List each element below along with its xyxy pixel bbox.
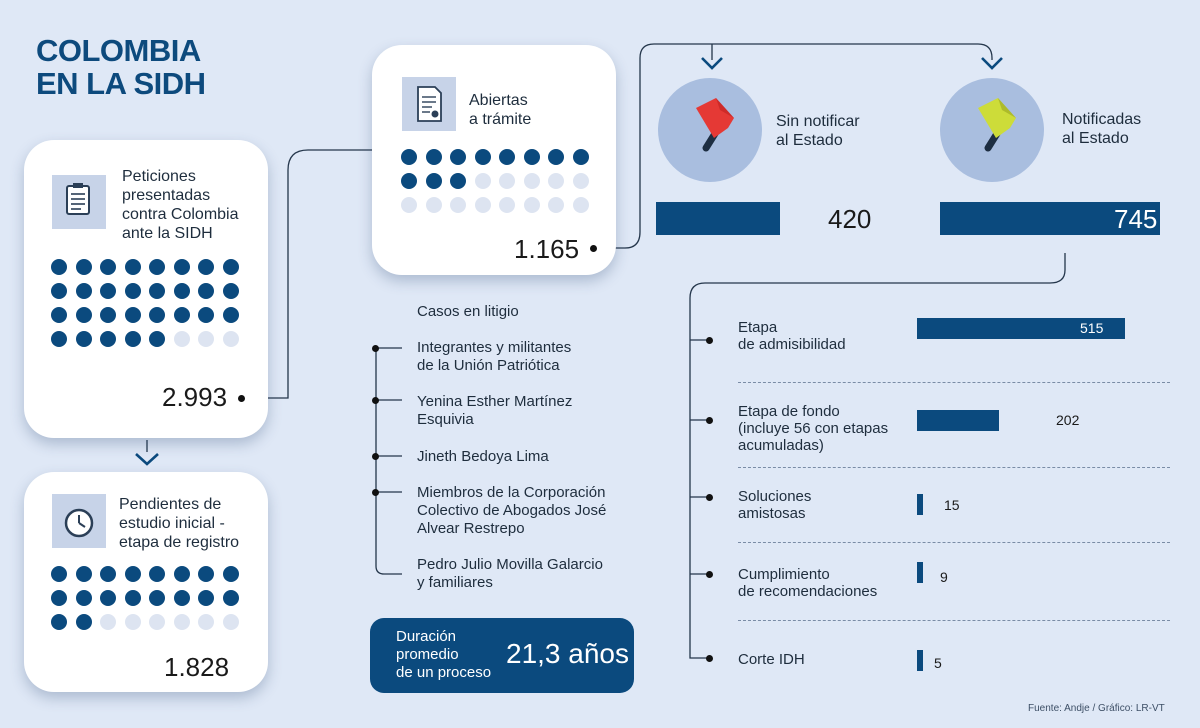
label-line: Sin notificar (776, 113, 860, 130)
empty-dot (174, 614, 190, 630)
label-line: (incluye 56 con etapas (738, 420, 889, 437)
empty-dot (499, 173, 515, 189)
filled-dot (51, 614, 67, 630)
filled-dot (149, 566, 165, 582)
filled-dot (76, 283, 92, 299)
filled-dot (76, 614, 92, 630)
label-line: Duración (396, 628, 457, 645)
case-item (417, 393, 572, 429)
pendientes-card (24, 472, 268, 692)
filled-dot (100, 331, 116, 347)
stage-value-fondo: 202 (1056, 412, 1080, 428)
filled-dot (450, 173, 466, 189)
label-line: Etapa (738, 319, 778, 336)
label-line: de un proceso (396, 664, 492, 681)
empty-dot (401, 197, 417, 213)
notificadas-label (1062, 110, 1141, 148)
empty-dot (573, 197, 589, 213)
filled-dot (51, 331, 67, 347)
sin-notificar-value: 420 (828, 204, 872, 234)
filled-dot (100, 259, 116, 275)
filled-dot (401, 149, 417, 165)
duracion-value: 21,3 años (506, 638, 629, 669)
filled-dot (174, 283, 190, 299)
filled-dot (174, 307, 190, 323)
filled-dot (426, 149, 442, 165)
filled-dot (223, 590, 239, 606)
source-credit: Fuente: Andje / Gráfico: LR-VT (1028, 703, 1165, 714)
label-line: ante la SIDH (122, 225, 213, 242)
empty-dot (548, 173, 564, 189)
filled-dot (76, 259, 92, 275)
stage-bar-soluciones (917, 494, 923, 515)
title-line-2: EN LA SIDH (36, 66, 206, 101)
clipboard-icon (52, 175, 106, 229)
sin-notificar-circle (658, 78, 762, 182)
filled-dot (125, 259, 141, 275)
peticiones-card (24, 140, 268, 438)
filled-dot (524, 149, 540, 165)
filled-dot (100, 307, 116, 323)
pendientes-value: 1.828 (164, 652, 230, 682)
filled-dot (51, 590, 67, 606)
abiertas-card (372, 45, 616, 275)
filled-dot (174, 590, 190, 606)
abiertas-label (469, 91, 531, 129)
filled-dot (125, 307, 141, 323)
peticiones-value: 2.993 (162, 382, 228, 412)
stage-label-soluciones (738, 488, 811, 522)
empty-dot (475, 173, 491, 189)
label-line: Pendientes de (119, 496, 222, 513)
red-flag-icon (658, 78, 762, 182)
empty-dot (223, 331, 239, 347)
filled-dot (125, 331, 141, 347)
label-line: Corte IDH (738, 651, 805, 668)
filled-dot (100, 566, 116, 582)
empty-dot (100, 614, 116, 630)
stage-label-fondo (738, 403, 888, 454)
label-line: Esquivia (417, 411, 474, 428)
empty-dot (548, 197, 564, 213)
label-line: Cumplimiento (738, 566, 830, 583)
sin-notificar-bar (656, 202, 780, 235)
filled-dot (174, 566, 190, 582)
notificadas-circle (940, 78, 1044, 182)
label-line: presentadas (122, 187, 211, 204)
peticiones-label (122, 167, 239, 243)
label-line: Alvear Restrepo (417, 520, 525, 537)
label-line: al Estado (776, 132, 843, 149)
sin-notificar-label (776, 112, 860, 150)
filled-dot (100, 283, 116, 299)
label-line: amistosas (738, 505, 806, 522)
label-line: Abiertas (469, 92, 528, 109)
peticiones-dot-grid (51, 259, 239, 347)
case-dot (372, 489, 379, 496)
empty-dot (223, 614, 239, 630)
abiertas-value: 1.165 (514, 234, 580, 264)
filled-dot (76, 331, 92, 347)
filled-dot (223, 566, 239, 582)
filled-dot (198, 590, 214, 606)
case-item (417, 556, 603, 592)
label-line: Colectivo de Abogados José (417, 502, 607, 519)
filled-dot (174, 259, 190, 275)
filled-dot (51, 259, 67, 275)
empty-dot (198, 331, 214, 347)
case-item (417, 339, 571, 375)
label-line: Yenina Esther Martínez (417, 393, 573, 410)
filled-dot (573, 149, 589, 165)
filled-dot (499, 149, 515, 165)
empty-dot (499, 197, 515, 213)
filled-dot (76, 566, 92, 582)
label-line: Integrantes y militantes (417, 339, 572, 356)
peticiones-connector-dot (238, 395, 245, 402)
duracion-box (370, 618, 634, 693)
filled-dot (198, 307, 214, 323)
filled-dot (450, 149, 466, 165)
label-line: estudio inicial - (119, 515, 225, 532)
empty-dot (450, 197, 466, 213)
stage-bar-fondo (917, 410, 999, 431)
stage-value-soluciones: 15 (944, 497, 960, 513)
duracion-label (396, 628, 491, 682)
label-line: a trámite (469, 111, 532, 128)
stage-dot (706, 337, 713, 344)
filled-dot (149, 283, 165, 299)
filled-dot (426, 173, 442, 189)
empty-dot (524, 173, 540, 189)
label-line: al Estado (1062, 130, 1129, 147)
abiertas-connector-dot (590, 245, 597, 252)
label-line: acumuladas) (738, 437, 824, 454)
notificadas-value: 745 (1114, 204, 1158, 234)
empty-dot (125, 614, 141, 630)
stage-dot (706, 571, 713, 578)
filled-dot (401, 173, 417, 189)
empty-dot (198, 614, 214, 630)
filled-dot (223, 307, 239, 323)
divider (738, 382, 1170, 383)
casos-heading: Casos en litigio (417, 303, 519, 320)
filled-dot (149, 331, 165, 347)
document-icon (402, 77, 456, 131)
label-line: Pedro Julio Movilla Galarcio (417, 556, 603, 573)
stage-value-admisibilidad: 515 (1080, 320, 1104, 336)
label-line: Jineth Bedoya Lima (417, 448, 549, 465)
green-flag-icon (940, 78, 1044, 182)
filled-dot (51, 307, 67, 323)
case-dot (372, 453, 379, 460)
stage-dot (706, 417, 713, 424)
divider (738, 467, 1170, 468)
empty-dot (573, 173, 589, 189)
empty-dot (475, 197, 491, 213)
case-item (417, 448, 549, 466)
label-line: Etapa de fondo (738, 403, 840, 420)
label-line: Soluciones (738, 488, 812, 505)
filled-dot (125, 283, 141, 299)
filled-dot (223, 259, 239, 275)
empty-dot (426, 197, 442, 213)
filled-dot (76, 307, 92, 323)
filled-dot (100, 590, 116, 606)
stage-label-corte (738, 651, 805, 668)
divider (738, 620, 1170, 621)
pendientes-label (119, 495, 239, 552)
filled-dot (125, 590, 141, 606)
stage-bar-corte (917, 650, 923, 671)
filled-dot (51, 566, 67, 582)
label-line: de recomendaciones (738, 583, 878, 600)
label-line: de admisibilidad (738, 336, 846, 353)
label-line: Miembros de la Corporación (417, 484, 606, 501)
label-line: Notificadas (1062, 111, 1142, 128)
pendientes-dot-grid (51, 566, 239, 630)
label-line: de la Unión Patriótica (417, 357, 560, 374)
empty-dot (149, 614, 165, 630)
filled-dot (198, 283, 214, 299)
clock-icon (52, 494, 106, 548)
filled-dot (223, 283, 239, 299)
stage-bar-cumplimiento (917, 562, 923, 583)
filled-dot (149, 259, 165, 275)
label-line: contra Colombia (122, 206, 239, 223)
title-line-1: COLOMBIA (36, 33, 201, 68)
filled-dot (149, 307, 165, 323)
label-line: etapa de registro (119, 534, 240, 551)
page-title (36, 34, 206, 100)
filled-dot (548, 149, 564, 165)
case-dot (372, 397, 379, 404)
empty-dot (524, 197, 540, 213)
filled-dot (51, 283, 67, 299)
filled-dot (76, 590, 92, 606)
label-line: y familiares (417, 574, 493, 591)
stage-label-cumplimiento (738, 566, 877, 600)
case-dot (372, 345, 379, 352)
filled-dot (149, 590, 165, 606)
case-item (417, 484, 606, 538)
filled-dot (125, 566, 141, 582)
abiertas-dot-grid (401, 149, 589, 213)
filled-dot (198, 566, 214, 582)
filled-dot (198, 259, 214, 275)
divider (738, 542, 1170, 543)
stage-dot (706, 655, 713, 662)
label-line: Peticiones (122, 168, 196, 185)
label-line: promedio (396, 646, 459, 663)
empty-dot (174, 331, 190, 347)
stage-value-cumplimiento: 9 (940, 569, 948, 585)
stage-dot (706, 494, 713, 501)
stage-value-corte: 5 (934, 655, 942, 671)
stage-label-admisibilidad (738, 319, 846, 353)
filled-dot (475, 149, 491, 165)
